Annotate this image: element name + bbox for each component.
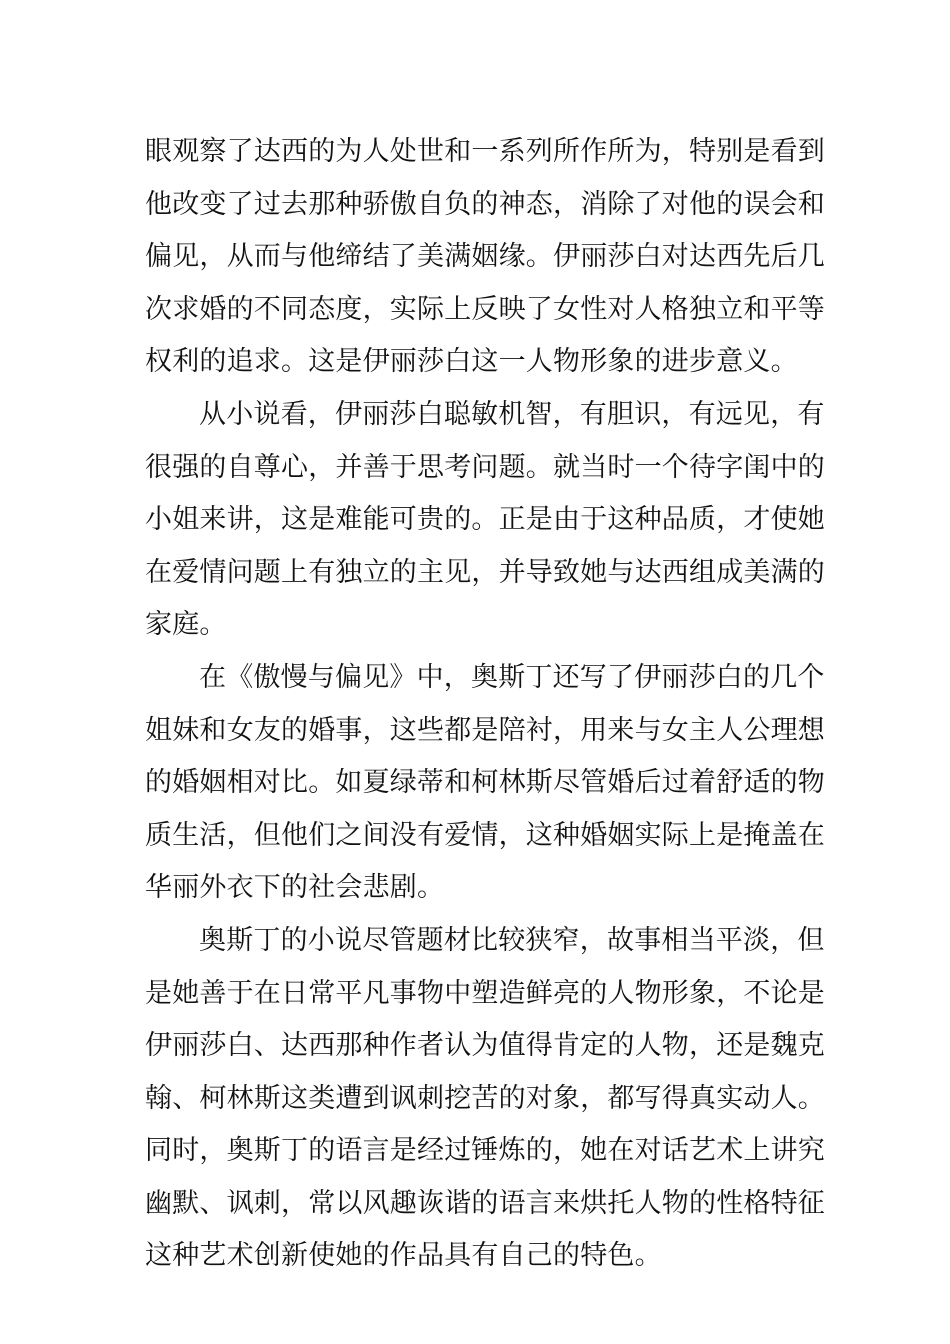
text-line: 他改变了过去那种骄傲自负的神态，消除了对他的误会和 [145, 188, 825, 220]
text-line: 家庭。 [145, 609, 227, 641]
text-line: 质生活，但他们之间没有爱情，这种婚姻实际上是掩盖在 [145, 819, 825, 851]
text-line: 奥斯丁的小说尽管题材比较狭窄，故事相当平淡，但 [199, 924, 825, 956]
text-line: 这种艺术创新使她的作品具有自己的特色。 [145, 1240, 662, 1272]
text-line: 是她善于在日常平凡事物中塑造鲜亮的人物形象，不论是 [145, 977, 825, 1009]
text-line: 华丽外衣下的社会悲剧。 [145, 872, 445, 904]
text-line: 在爱情问题上有独立的主见，并导致她与达西组成美满的 [145, 556, 825, 588]
body-text [145, 126, 825, 1283]
text-line: 在《傲慢与偏见》中，奥斯丁还写了伊丽莎白的几个 [199, 661, 825, 693]
text-line: 的婚姻相对比。如夏绿蒂和柯林斯尽管婚后过着舒适的物 [145, 767, 825, 799]
text-line: 次求婚的不同态度，实际上反映了女性对人格独立和平等 [145, 293, 825, 325]
text-line: 权利的追求。这是伊丽莎白这一人物形象的进步意义。 [145, 346, 798, 378]
text-line: 小姐来讲，这是难能可贵的。正是由于这种品质，才使她 [145, 504, 825, 536]
text-line: 从小说看，伊丽莎白聪敏机智，有胆识，有远见，有 [199, 398, 825, 430]
text-line: 伊丽莎白、达西那种作者认为值得肯定的人物，还是魏克 [145, 1030, 825, 1062]
text-line: 幽默、讽刺，常以风趣诙谐的语言来烘托人物的性格特征 [145, 1187, 825, 1219]
text-line: 偏见，从而与他缔结了美满姻缘。伊丽莎白对达西先后几 [145, 241, 825, 273]
text-line: 姐妹和女友的婚事，这些都是陪衬，用来与女主人公理想 [145, 714, 825, 746]
text-line: 同时，奥斯丁的语言是经过锤炼的，她在对话艺术上讲究 [145, 1135, 825, 1167]
text-line: 很强的自尊心，并善于思考问题。就当时一个待字闺中的 [145, 451, 825, 483]
text-line: 眼观察了达西的为人处世和一系列所作所为，特别是看到 [145, 136, 825, 167]
text-line: 翰、柯林斯这类遭到讽刺挖苦的对象，都写得真实动人。 [145, 1082, 825, 1114]
